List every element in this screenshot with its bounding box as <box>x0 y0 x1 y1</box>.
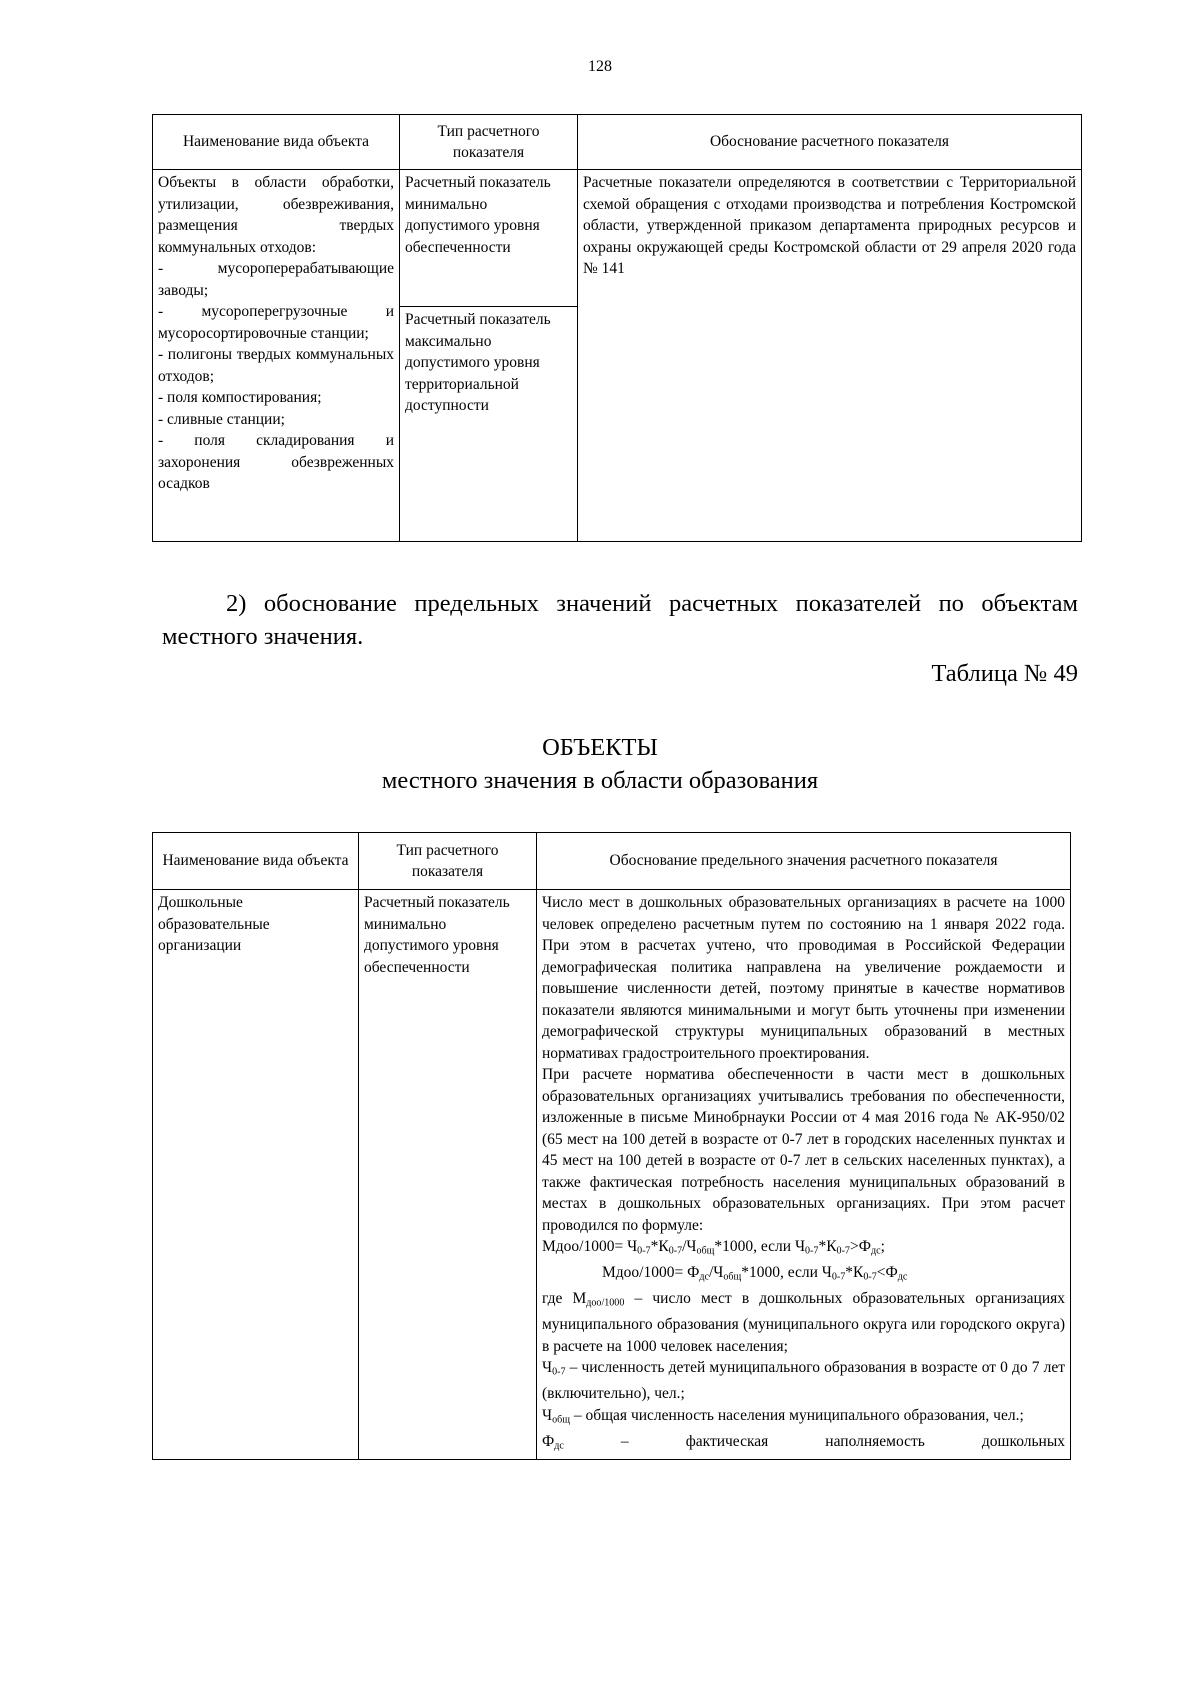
heading-line-1: ОБЪЕКТЫ <box>542 734 658 761</box>
header-indicator-type: Тип расчетного показателя <box>400 115 578 170</box>
definition-m: где $М_{доо/1000}$ – число мест в дошкольных образовательных организациях муниципального образования (муниципального округа или городского округа) в расчете на 1000 человек населения; <box>542 1290 1065 1355</box>
object-item: - мусороперегрузочные и мусоросортировочные станции; <box>158 303 394 342</box>
indicator-cell: Расчетный показатель минимально допустимого уровня обеспеченности <box>359 890 537 1460</box>
justification-cell <box>537 890 1071 1460</box>
header-justification: Обоснование предельного значения расчетного показателя <box>537 833 1071 890</box>
table-row <box>153 170 1082 307</box>
waste-objects-table <box>152 114 1082 542</box>
indicator-max-cell: Расчетный показатель максимально допустимого уровня территориальной доступности <box>400 307 578 542</box>
header-indicator-type: Тип расчетного показателя <box>359 833 537 890</box>
indicator-min-cell: Расчетный показатель минимально допустимого уровня обеспеченности <box>400 170 578 307</box>
header-object-name: Наименование вида объекта <box>153 115 400 170</box>
formula-2: Мдоо/1000= $Ф_{дс}/Ч_{общ}*1000$, если $Ч_{0-7}*К_{0-7}<Ф_{дс}$ <box>602 1264 908 1283</box>
definition-fds: $Ф_{дс}$ – фактическая наполняемость дошкольных <box>542 1432 1065 1452</box>
justification-paragraph: Число мест в дошкольных образовательных организациях в расчете на 1000 человек определено расчетным путем по состоянию на 1 января 2022 года. При этом в расчетах учтено, что проводимая в Российской Федерации демографическая политика направлена на увеличение рождаемости и повышение численности детей, поэтому принятые в качестве нормативов показатели являются минимальными и могут быть уточнены при изменении демографической структуры муниципальных образований в местных нормативах градостроительного проектирования. <box>542 894 1065 1062</box>
definition-ch07: $Ч_{0-7}$ – численность детей муниципального образования в возрасте от 0 до 7 лет (включительно), чел.; <box>542 1359 1065 1403</box>
table-header-row <box>153 115 1082 170</box>
header-object-name: Наименование вида объекта <box>153 833 359 890</box>
education-objects-table <box>152 832 1071 1460</box>
object-item: - сливные станции; <box>158 410 285 428</box>
table-number: Таблица № 49 <box>931 660 1078 687</box>
object-item: - поля складирования и захоронения обезвреженных осадков <box>158 432 394 492</box>
table-header-row <box>153 833 1071 890</box>
object-item: - поля компостирования; <box>158 389 322 406</box>
definition-chobsh: $Ч_{общ}$ – общая численность населения муниципального образования, чел.; <box>542 1406 1024 1426</box>
table-row <box>153 890 1071 1460</box>
table-heading <box>0 731 1200 797</box>
formula-1: Мдоо/1000= $Ч_{0-7}*К_{0-7}/Ч_{общ}*1000$, если $Ч_{0-7}*К_{0-7}>Ф_{дс}$; <box>542 1238 885 1257</box>
justification-cell: Расчетные показатели определяются в соответствии с Территориальной схемой обращения с отходами производства и потребления Костромской области, утвержденной приказом департамента природных ресурсов и охраны окружающей среды Костромской области от 29 апреля 2020 года № 141 <box>578 170 1082 542</box>
header-justification: Обоснование расчетного показателя <box>578 115 1082 170</box>
object-item: - полигоны твердых коммунальных отходов; <box>158 346 394 385</box>
object-item: - мусороперерабатывающие заводы; <box>158 260 394 299</box>
object-name: Объекты в области обработки, утилизации, обезвреживания, размещения твердых коммунальных отходов: <box>158 174 394 256</box>
page-number: 128 <box>588 58 612 75</box>
intro-paragraph: 2) обоснование предельных значений расчетных показателей по объектам местного значения. <box>162 590 1078 650</box>
object-name-cell: Дошкольные образовательные организации <box>153 890 359 1460</box>
justification-paragraph: При расчете норматива обеспеченности в части мест в дошкольных образовательных организациях учитывались требования по обеспеченности, изложенные в письме Минобрнауки России от 4 мая 2016 года № АК-950/02 (65 мест на 100 детей в возрасте от 0-7 лет в городских населенных пунктах и 45 мест на 100 детей в возрасте от 0-7 лет в сельских населенных пунктах), а также фактическая потребность населения муниципальных образований в местах в дошкольных образовательных организациях. При этом расчет проводился по формуле: <box>542 1066 1065 1234</box>
heading-line-2: местного значения в области образования <box>381 767 819 794</box>
object-name-cell <box>153 170 400 542</box>
